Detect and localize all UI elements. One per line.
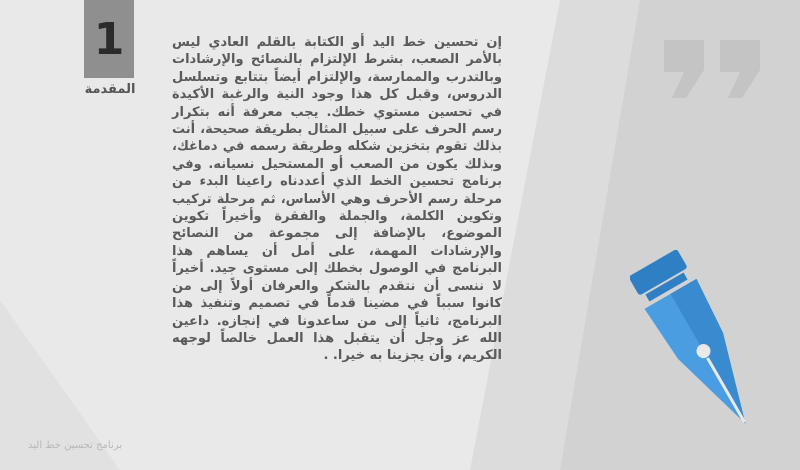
section-number-badge (84, 0, 134, 78)
section-number: 1 (93, 13, 125, 65)
fountain-pen-nib-icon (630, 240, 770, 450)
section-title: المقدمة (84, 82, 136, 97)
quote-icon (654, 30, 774, 100)
footer-program-label: برنامج تحسين خط اليد (28, 440, 123, 451)
introduction-paragraph: إن تحسين خط اليد أو الكتابة بالقلم العادي ليس بالأمر الصعب، بشرط الإلتزام بالنصائح والإرشادات وبالتدرب والممارسة، والإلتزام أيضاً بتتابع وتسلسل الدروس، وقبل كل هذا وجود النية والرغبة الأكيدة في تحسين مستوي خطك. يجب معرفة أنه بتكرار رسم الحرف على سبيل المثال بطريقة صحيحة، أنت بذلك تقوم بتخزين شكله وطريقة رسمه في دماغك، وبذلك يكون من الصعب أو المستحيل نسيانه. وفي برنامج تحسين الخط الذي أعددناه راعينا البدء من مرحلة رسم الأحرف وهي الأساس، ثم مرحلة تركيب وتكوين الكلمة، والجملة والفقرة وأخيراً تكوين الموضوع، بالإضافة إلى مجموعة من النصائح والإرشادات المهمة، على أمل أن يساهم هذا البرنامج في الوصول بخطك إلى مستوى جيد. أخيراً لا ننسى أن نتقدم بالشكر والعرفان أولاً إلى من كانوا سبباً في مضينا قدماً في تصميم وتنفيذ هذا البرنامج، ثانياً إلى من ساعدونا في إنجازه. داعين الله عز وجل أن يتقبل هذا العمل خالصاً لوجهه الكريم، وأن يجزينا به خيرا. . (172, 35, 502, 364)
